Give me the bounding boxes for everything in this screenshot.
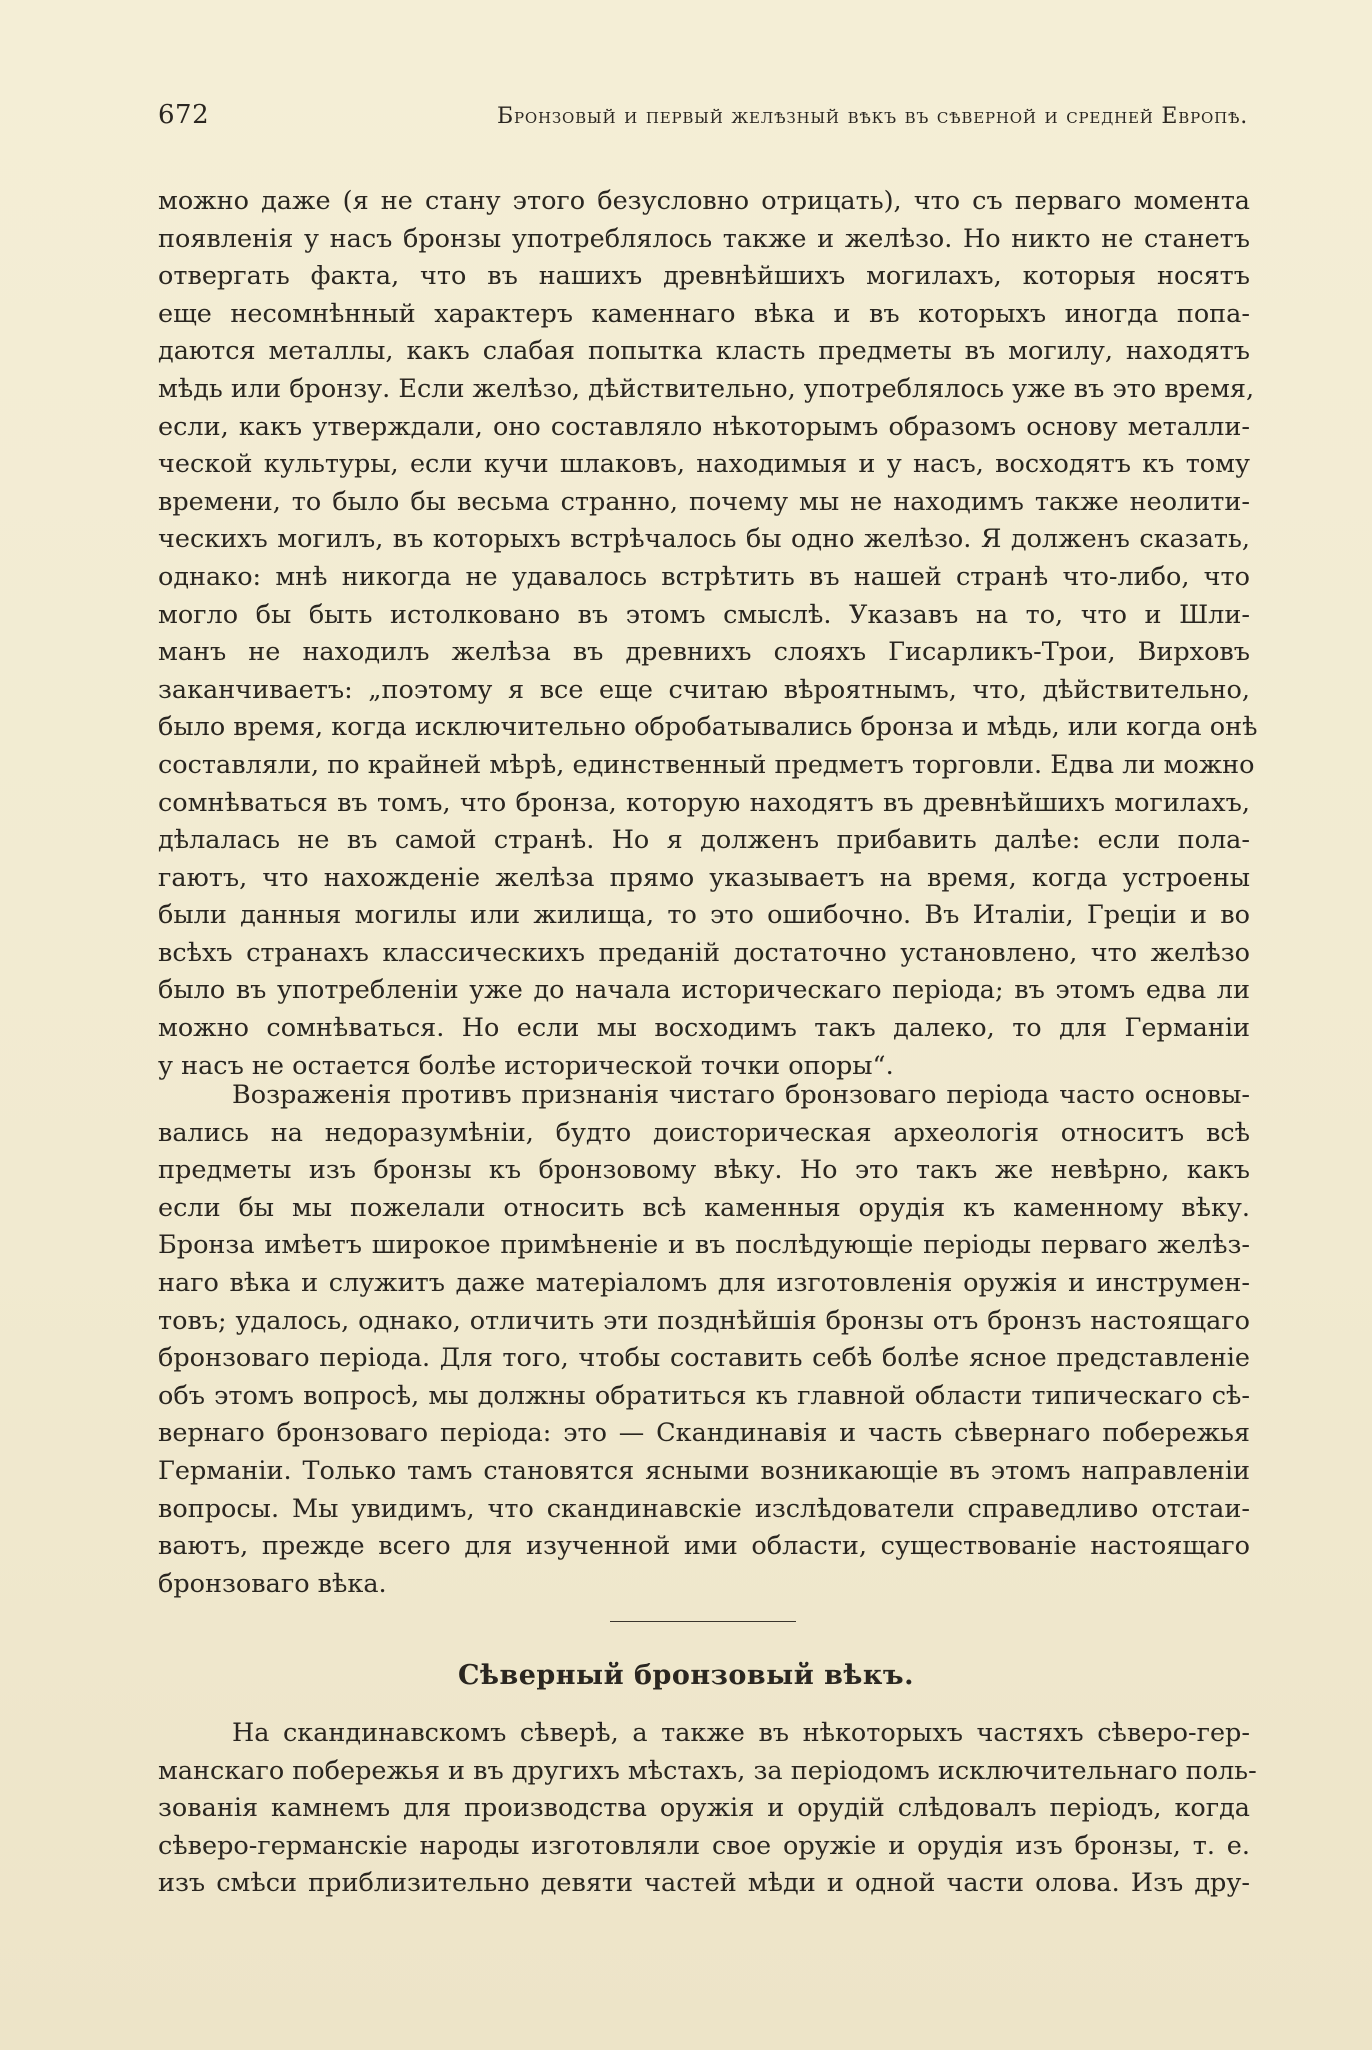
text-line: бронзоваго періода. Для того, чтобы составить себѣ болѣе ясное представленіе bbox=[158, 1343, 1250, 1374]
text-line: еще несомнѣнный характеръ каменнаго вѣка и въ которыхъ иногда попа- bbox=[158, 298, 1250, 329]
text-line: дѣлалась не въ самой странѣ. Но я долженъ прибавить далѣе: если пола- bbox=[158, 825, 1250, 856]
running-header bbox=[158, 100, 1248, 130]
text-line: манскаго побережья и въ другихъ мѣстахъ, за періодомъ исключительнаго поль- bbox=[158, 1755, 1257, 1786]
text-line: ческихъ могилъ, въ которыхъ встрѣчалось бы одно желѣзо. Я долженъ сказать, bbox=[158, 524, 1250, 555]
text-line: объ этомъ вопросѣ, мы должны обратиться къ главной области типическаго сѣ- bbox=[158, 1380, 1250, 1411]
text-line: ческой культуры, если кучи шлаковъ, находимыя и у насъ, восходятъ къ тому bbox=[158, 449, 1250, 480]
text-line: можно сомнѣваться. Но если мы восходимъ такъ далеко, то для Германіи bbox=[158, 1013, 1250, 1044]
text-line: если, какъ утверждали, оно составляло нѣкоторымъ образомъ основу металли- bbox=[158, 411, 1250, 442]
text-line: бронзоваго вѣка. bbox=[158, 1568, 387, 1599]
text-line: могло бы быть истолковано въ этомъ смыслѣ. Указавъ на то, что и Шли- bbox=[158, 599, 1250, 630]
text-line: можно даже (я не стану этого безусловно отрицать), что съ перваго момента bbox=[158, 186, 1250, 216]
text-line: было время, когда исключительно обробатывались бронза и мѣдь, или когда онѣ bbox=[158, 712, 1258, 743]
text-line: если бы мы пожелали относить всѣ каменныя орудія къ каменному вѣку. bbox=[158, 1192, 1250, 1223]
text-line: появленія у насъ бронзы употреблялось также и желѣзо. Но никто не станетъ bbox=[158, 223, 1250, 254]
text-line: отвергать факта, что въ нашихъ древнѣйшихъ могилахъ, которыя носятъ bbox=[158, 261, 1250, 292]
text-line: времени, то было бы весьма странно, почему мы не находимъ также неолити- bbox=[158, 486, 1250, 517]
text-line: заканчиваетъ: „поэтому я все еще считаю вѣроятнымъ, что, дѣйствительно, bbox=[158, 674, 1250, 705]
text-line: ваютъ, прежде всего для изученной ими области, существованіе настоящаго bbox=[158, 1531, 1250, 1562]
text-line: было въ употребленіи уже до начала историческаго періода; въ этомъ едва ли bbox=[158, 975, 1250, 1006]
text-line: вались на недоразумѣніи, будто доисторическая археологія относитъ всѣ bbox=[158, 1117, 1250, 1148]
section-divider bbox=[610, 1621, 796, 1622]
text-line: Бронза имѣетъ широкое примѣненіе и въ послѣдующіе періоды перваго желѣз- bbox=[158, 1230, 1250, 1261]
text-line: изъ смѣси приблизительно девяти частей мѣди и одной части олова. Изъ дру- bbox=[158, 1868, 1250, 1899]
text-line: гаютъ, что нахожденіе желѣза прямо указываетъ на время, когда устроены bbox=[158, 862, 1250, 893]
text-line: зованія камнемъ для производства оружія и орудій слѣдовалъ періодъ, когда bbox=[158, 1793, 1250, 1824]
text-line: Германіи. Только тамъ становятся ясными возникающіе въ этомъ направленіи bbox=[158, 1455, 1250, 1486]
paragraph-1 bbox=[158, 183, 1258, 1085]
text-line: однако: мнѣ никогда не удавалось встрѣтить въ нашей странѣ что-либо, что bbox=[158, 561, 1250, 592]
text-line: вопросы. Мы увидимъ, что скандинавскіе изслѣдователи справедливо отстаи- bbox=[158, 1493, 1250, 1524]
paragraph-2 bbox=[158, 1077, 1250, 1603]
text-line: были данныя могилы или жилища, то это ошибочно. Въ Италіи, Греціи и во bbox=[158, 900, 1250, 931]
text-line: манъ не находилъ желѣза въ древнихъ слояхъ Гисарликъ-Трои, Вирховъ bbox=[158, 637, 1250, 668]
text-line: предметы изъ бронзы къ бронзовому вѣку. Но это такъ же невѣрно, какъ bbox=[158, 1155, 1250, 1186]
section-heading: Сѣверный бронзовый вѣкъ. bbox=[457, 1660, 915, 1691]
text-line: мѣдь или бронзу. Если желѣзо, дѣйствительно, употреблялось уже въ это время, bbox=[158, 373, 1255, 404]
text-line: На скандинавскомъ сѣверѣ, а также въ нѣкоторыхъ частяхъ сѣверо-гер- bbox=[232, 1718, 1250, 1748]
text-line: вернаго бронзоваго періода: это — Скандинавія и часть сѣвернаго побережья bbox=[158, 1418, 1250, 1449]
paragraph-3 bbox=[158, 1715, 1257, 1903]
text-line: даются металлы, какъ слабая попытка класть предметы въ могилу, находятъ bbox=[158, 336, 1250, 367]
text-line: сѣверо-германскіе народы изготовляли свое оружіе и орудія изъ бронзы, т. е. bbox=[158, 1830, 1250, 1861]
text-line: всѣхъ странахъ классическихъ преданій достаточно установлено, что желѣзо bbox=[158, 937, 1250, 968]
running-title: Бронзовый и первый желѣзный вѣкъ въ сѣверной и средней Европѣ. bbox=[497, 104, 1248, 129]
text-line: составляли, по крайней мѣрѣ, единственный предметъ торговли. Едва ли можно bbox=[158, 749, 1255, 780]
page-number: 672 bbox=[158, 100, 210, 130]
text-line: сомнѣваться въ томъ, что бронза, которую находятъ въ древнѣйшихъ могилахъ, bbox=[158, 787, 1250, 818]
text-line: у насъ не остается болѣе исторической точки опоры“. bbox=[158, 1050, 894, 1081]
text-line: наго вѣка и служитъ даже матеріаломъ для изготовленія оружія и инструмен- bbox=[158, 1267, 1250, 1298]
text-line: Возраженія противъ признанія чистаго бронзоваго періода часто основы- bbox=[232, 1080, 1250, 1110]
text-line: товъ; удалось, однако, отличить эти позднѣйшія бронзы отъ бронзъ настоящаго bbox=[158, 1305, 1250, 1336]
